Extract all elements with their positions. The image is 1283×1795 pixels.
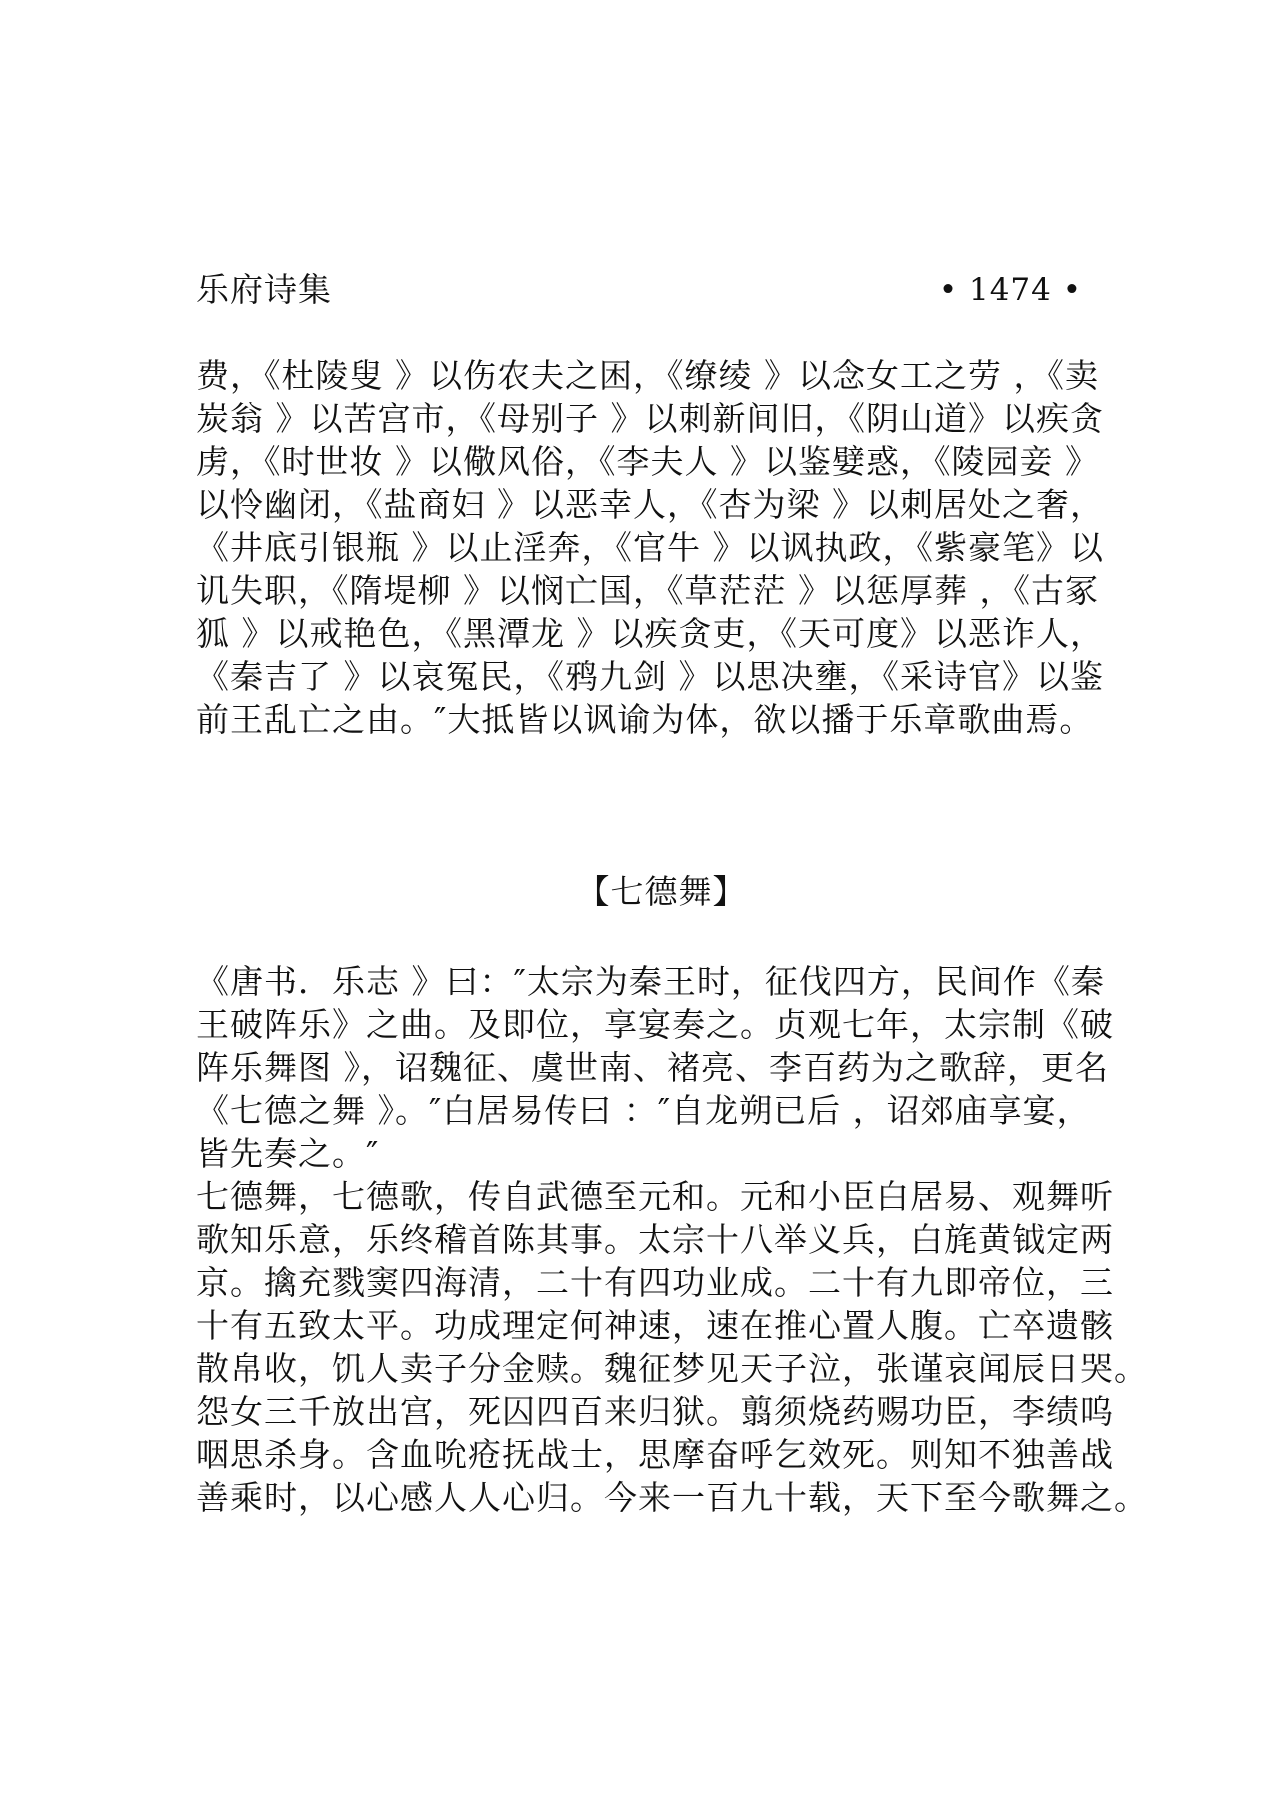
text-line: 散帛收，饥人卖子分金赎。魏征梦见天子泣，张谨哀闻辰日哭。 — [196, 1349, 1148, 1388]
text-line: 京。擒充戮窦四海清，二十有四功业成。二十有九即帝位，三 — [196, 1263, 1114, 1302]
text-line: 歌知乐意，乐终稽首陈其事。太宗十八举义兵，白旄黄钺定两 — [196, 1220, 1114, 1259]
text-line: 前王乱亡之由。″大抵皆以讽谕为体，欲以播于乐章歌曲焉。 — [196, 700, 1094, 739]
text-line: 费，《杜陵叟 》以伤农夫之困，《缭绫 》以念女工之劳 ，《卖 — [196, 356, 1099, 395]
paragraph-poem — [196, 1175, 1148, 1519]
text-line: 善乘时，以心感人人心归。今来一百九十载，天下至今歌舞之。 — [196, 1478, 1148, 1517]
text-line: 狐 》以戒艳色，《黑潭龙 》以疾贪吏，《天可度》以恶诈人， — [196, 614, 1104, 653]
text-line: 十有五致太平。功成理定何神速，速在推心置人腹。亡卒遗骸 — [196, 1306, 1114, 1345]
section-heading — [0, 870, 1283, 914]
text-line: 咽思杀身。含血吮疮抚战士，思摩奋呼乞效死。则知不独善战 — [196, 1435, 1114, 1474]
text-line: 七德舞，七德歌，传自武德至元和。元和小臣白居易、观舞听 — [196, 1177, 1114, 1216]
text-line: 《秦吉了 》以哀冤民，《鸦九剑 》以思决壅，《采诗官》以鉴 — [196, 657, 1104, 696]
section-heading-text: 【七德舞】 — [576, 872, 747, 911]
text-line: 阵乐舞图 》，诏魏征、虞世南、褚亮、李百药为之歌辞，更名 — [196, 1048, 1109, 1087]
text-line: 炭翁 》以苦宫市，《母别子 》以刺新间旧，《阴山道》以疾贪 — [196, 399, 1104, 438]
text-line: 虏，《时世妆 》以儆风俗，《李夫人 》以鉴嬖惑，《陵园妾 》 — [196, 442, 1099, 481]
text-line: 《井底引银瓶 》以止淫奔，《官牛 》以讽执政，《紫豪笔》以 — [196, 528, 1104, 567]
text-line: 《七德之舞 》。″白居易传曰 ：″自龙朔已后 ，诏郊庙享宴， — [196, 1091, 1091, 1130]
running-header — [196, 268, 1082, 312]
paragraph-intro — [196, 960, 1114, 1175]
text-line: 皆先奏之。″ — [196, 1134, 380, 1173]
paragraph-continued — [196, 354, 1104, 741]
book-title: 乐府诗集 — [196, 270, 332, 309]
text-line: 王破阵乐》之曲。及即位，享宴奏之。贞观七年，太宗制《破 — [196, 1005, 1114, 1044]
text-line: 《唐书．乐志 》曰：″太宗为秦王时，征伐四方，民间作《秦 — [196, 962, 1105, 1001]
text-line: 讥失职，《隋堤柳 》以悯亡国，《草茫茫 》以惩厚葬 ，《古冢 — [196, 571, 1099, 610]
text-line: 以怜幽闭，《盐商妇 》以恶幸人，《杏为梁 》以刺居处之奢， — [196, 485, 1104, 524]
text-line: 怨女三千放出宫，死囚四百来归狱。翦须烧药赐功臣，李绩呜 — [196, 1392, 1114, 1431]
page-number: • 1474 • — [938, 272, 1082, 308]
